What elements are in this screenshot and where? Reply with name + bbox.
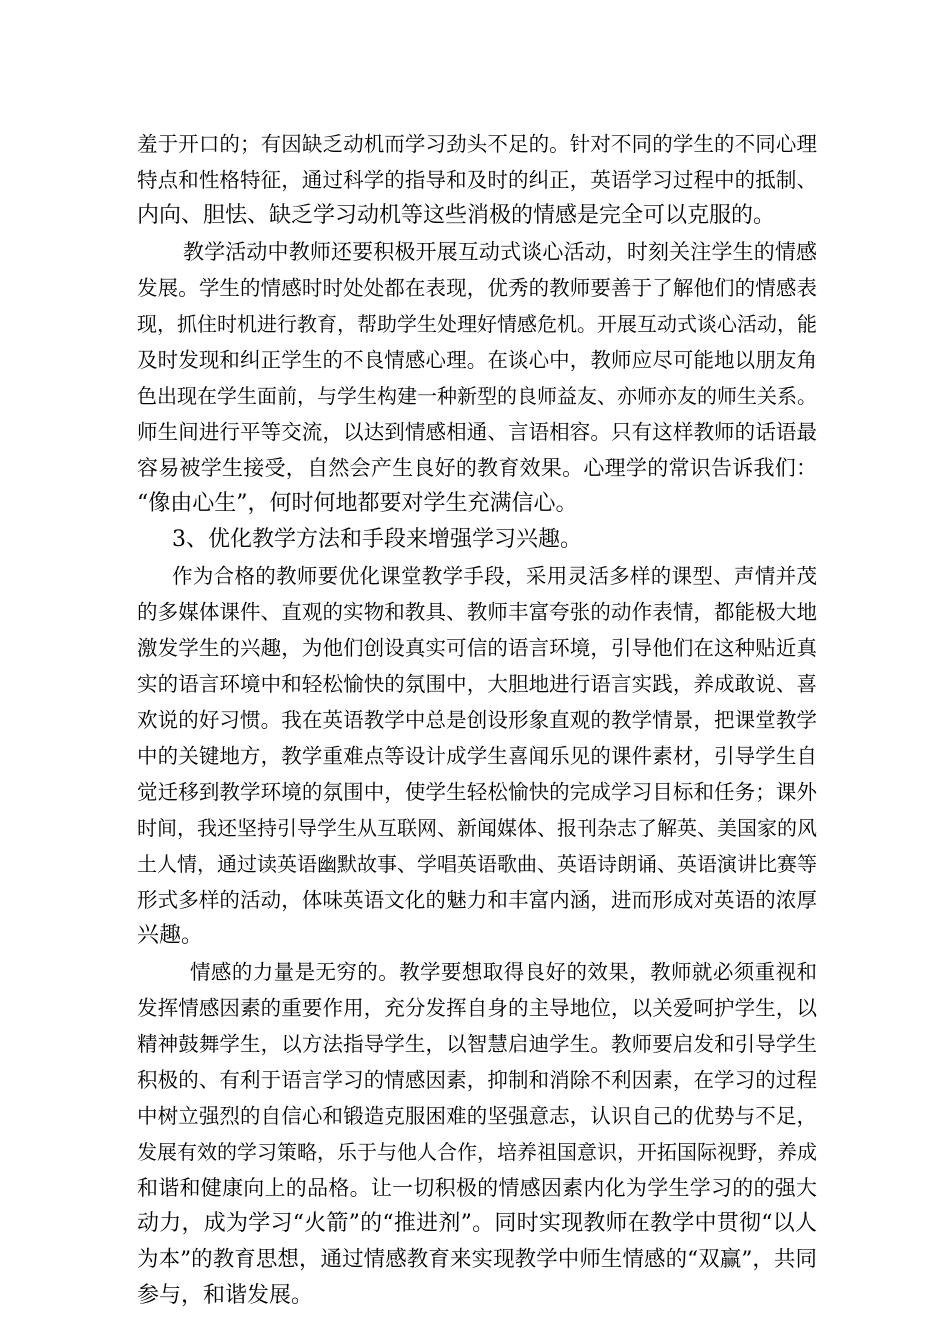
text-line: 教学活动中教师还要积极开展互动式谈心活动，时刻关注学生的情感 <box>183 240 817 264</box>
text-line: 的多媒体课件、直观的实物和教具、教师丰富夸张的动作表情，都能极大地 <box>137 600 817 624</box>
text-line: 内向、胆怯、缺乏学习动机等这些消极的情感是完全可以克服的。 <box>137 203 776 228</box>
text-line: 容易被学生接受，自然会产生良好的教育效果。心理学的常识告诉我们： <box>137 456 817 480</box>
text-line: 情感的力量是无穷的。教学要想取得良好的效果，教师就必须重视和 <box>190 960 817 984</box>
text-line: 发挥情感因素的重要作用，充分发挥自身的主导地位，以关爱呵护学生，以 <box>137 996 817 1020</box>
text-line: 发展。学生的情感时时处处都在表现，优秀的教师要善于了解他们的情感表 <box>137 276 817 300</box>
text-line: 及时发现和纠正学生的不良情感心理。在谈心中，教师应尽可能地以朋友角 <box>137 348 817 372</box>
text-line: 特点和性格特征，通过科学的指导和及时的纠正，英语学习过程中的抵制、 <box>137 168 817 192</box>
text-line: 激发学生的兴趣，为他们创设真实可信的语言环境，引导他们在这种贴近真 <box>137 636 817 660</box>
text-line: 为本”的教育思想，通过情感教育来实现教学中师生情感的“双赢”，共同 <box>137 1247 817 1272</box>
text-line: 现，抓住时机进行教育，帮助学生处理好情感危机。开展互动式谈心活动，能 <box>137 312 817 336</box>
text-line: 兴趣。 <box>137 923 204 948</box>
text-line: 实的语言环境中和轻松愉快的氛围中，大胆地进行语言实践，养成敢说、喜 <box>137 672 817 696</box>
text-line: 参与，和谐发展。 <box>137 1283 314 1308</box>
text-line: 中的关键地方，教学重难点等设计成学生喜闻乐见的课件素材，引导学生自 <box>137 744 817 768</box>
text-line: 精神鼓舞学生，以方法指导学生，以智慧启迪学生。教师要启发和引导学生 <box>137 1032 817 1056</box>
text-line: 形式多样的活动，体味英语文化的魅力和丰富内涵，进而形成对英语的浓厚 <box>137 888 817 912</box>
text-line: 发展有效的学习策略，乐于与他人合作，培养祖国意识，开拓国际视野，养成 <box>137 1140 817 1164</box>
text-line: 中树立强烈的自信心和锻造克服困难的坚强意志，认识自己的优势与不足， <box>137 1104 817 1128</box>
text-line: 作为合格的教师要优化课堂教学手段，采用灵活多样的课型、声情并茂 <box>172 564 817 588</box>
text-line: 羞于开口的；有因缺乏动机而学习劲头不足的。针对不同的学生的不同心理 <box>137 132 817 156</box>
text-line: 觉迁移到教学环境的氛围中，使学生轻松愉快的完成学习目标和任务；课外 <box>137 780 817 804</box>
text-line: 土人情，通过读英语幽默故事、学唱英语歌曲、英语诗朗诵、英语演讲比赛等 <box>137 852 817 876</box>
text-line: 色出现在学生面前，与学生构建一种新型的良师益友、亦师亦友的师生关系。 <box>137 384 817 408</box>
text-line: 动力，成为学习“火箭”的“推进剂”。同时实现教师在教学中贯彻“以人 <box>137 1211 817 1236</box>
text-line: 时间，我还坚持引导学生从互联网、新闻媒体、报刊杂志了解英、美国家的风 <box>137 816 817 840</box>
text-line: “像由心生”，何时何地都要对学生充满信心。 <box>137 491 578 516</box>
text-line: 欢说的好习惯。我在英语教学中总是创设形象直观的教学情景，把课堂教学 <box>137 708 817 732</box>
section-heading: 3、优化教学方法和手段来增强学习兴趣。 <box>172 527 582 552</box>
text-line: 和谐和健康向上的品格。让一切积极的情感因素内化为学生学习的的强大 <box>137 1176 817 1200</box>
text-line: 积极的、有利于语言学习的情感因素，抑制和消除不利因素，在学习的过程 <box>137 1068 817 1092</box>
text-line: 师生间进行平等交流，以达到情感相通、言语相容。只有这样教师的话语最 <box>137 420 817 444</box>
